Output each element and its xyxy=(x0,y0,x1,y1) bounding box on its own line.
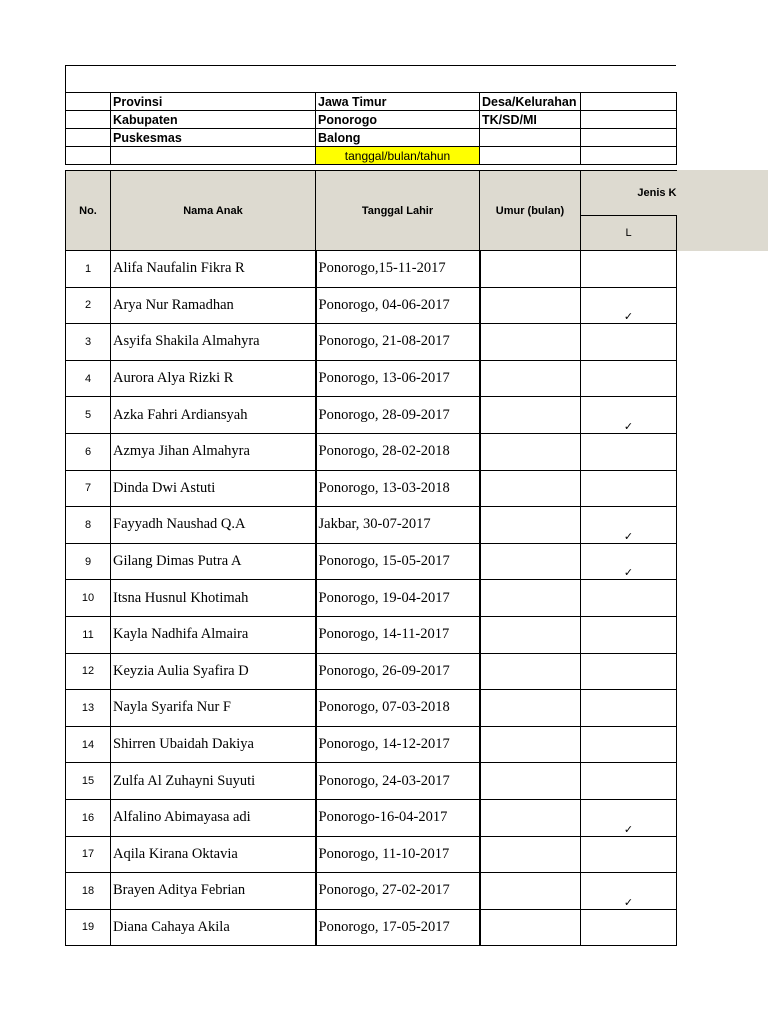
row-number: 7 xyxy=(66,470,111,507)
table-row xyxy=(66,543,768,580)
row-spill xyxy=(677,690,768,727)
child-name: Keyzia Aulia Syafira D xyxy=(111,653,316,690)
birth-place-date: Ponorogo, 28-09-2017 xyxy=(316,397,480,434)
birth-place-date: Ponorogo, 04-06-2017 xyxy=(316,287,480,324)
child-name: Azmya Jihan Almahyra xyxy=(111,433,316,470)
table-row xyxy=(66,324,768,361)
birth-place-date: Ponorogo, 07-03-2018 xyxy=(316,690,480,727)
gender-l-check xyxy=(581,616,677,653)
age-months xyxy=(480,616,581,653)
row-number: 2 xyxy=(66,287,111,324)
child-name: Itsna Husnul Khotimah xyxy=(111,580,316,617)
row-number: 12 xyxy=(66,653,111,690)
row-spill xyxy=(677,763,768,800)
child-name: Alfalino Abimayasa adi xyxy=(111,799,316,836)
child-name: Fayyadh Naushad Q.A xyxy=(111,507,316,544)
birth-place-date: Ponorogo, 19-04-2017 xyxy=(316,580,480,617)
gender-l-check: ✓ xyxy=(581,873,677,910)
row-number: 3 xyxy=(66,324,111,361)
table-row xyxy=(66,909,768,946)
row-spill xyxy=(677,909,768,946)
birth-place-date: Ponorogo, 13-06-2017 xyxy=(316,360,480,397)
birth-place-date: Ponorogo, 24-03-2017 xyxy=(316,763,480,800)
child-name: Zulfa Al Zuhayni Suyuti xyxy=(111,763,316,800)
row-number: 8 xyxy=(66,507,111,544)
row-number: 4 xyxy=(66,360,111,397)
desa-value xyxy=(581,93,677,111)
gender-l-check xyxy=(581,580,677,617)
table-row xyxy=(66,397,768,434)
row-number: 14 xyxy=(66,726,111,763)
age-months xyxy=(480,543,581,580)
age-months xyxy=(480,873,581,910)
children-table xyxy=(65,170,768,946)
info-blank-cell xyxy=(581,147,677,165)
child-name: Gilang Dimas Putra A xyxy=(111,543,316,580)
age-months xyxy=(480,360,581,397)
info-blank-cell xyxy=(480,129,581,147)
col-header-no: No. xyxy=(66,171,111,251)
row-spill xyxy=(677,507,768,544)
col-header-l: L xyxy=(581,216,677,251)
kabupaten-value: Ponorogo xyxy=(316,111,480,129)
age-months xyxy=(480,763,581,800)
birth-place-date: Ponorogo,15-11-2017 xyxy=(316,251,480,288)
table-row xyxy=(66,690,768,727)
row-number: 16 xyxy=(66,799,111,836)
age-months xyxy=(480,507,581,544)
gender-l-check xyxy=(581,653,677,690)
col-header-jenis-text: Jenis K xyxy=(637,187,677,199)
birth-place-date: Ponorogo, 14-12-2017 xyxy=(316,726,480,763)
age-months xyxy=(480,251,581,288)
row-number: 10 xyxy=(66,580,111,617)
gender-l-check xyxy=(581,251,677,288)
kabupaten-label: Kabupaten xyxy=(111,111,316,129)
table-row xyxy=(66,251,768,288)
puskesmas-value: Balong xyxy=(316,129,480,147)
birth-place-date: Ponorogo, 26-09-2017 xyxy=(316,653,480,690)
birth-place-date: Ponorogo, 28-02-2018 xyxy=(316,433,480,470)
child-name: Diana Cahaya Akila xyxy=(111,909,316,946)
row-number: 6 xyxy=(66,433,111,470)
child-name: Shirren Ubaidah Dakiya xyxy=(111,726,316,763)
row-number: 18 xyxy=(66,873,111,910)
table-row xyxy=(66,653,768,690)
row-spill xyxy=(677,324,768,361)
date-format-hint: tanggal/bulan/tahun xyxy=(316,147,480,165)
child-name: Aurora Alya Rizki R xyxy=(111,360,316,397)
child-name: Asyifa Shakila Almahyra xyxy=(111,324,316,361)
gender-l-check: ✓ xyxy=(581,507,677,544)
age-months xyxy=(480,799,581,836)
col-header-jenis xyxy=(581,171,677,216)
info-blank-cell xyxy=(480,147,581,165)
age-months xyxy=(480,324,581,361)
row-spill xyxy=(677,287,768,324)
age-months xyxy=(480,470,581,507)
row-number: 11 xyxy=(66,616,111,653)
row-spill xyxy=(677,433,768,470)
child-name: Azka Fahri Ardiansyah xyxy=(111,397,316,434)
table-row xyxy=(66,287,768,324)
sheet-title-row xyxy=(65,65,676,92)
row-number: 19 xyxy=(66,909,111,946)
birth-place-date: Ponorogo, 15-05-2017 xyxy=(316,543,480,580)
birth-place-date: Ponorogo-16-04-2017 xyxy=(316,799,480,836)
age-months xyxy=(480,836,581,873)
table-row xyxy=(66,470,768,507)
gender-l-check: ✓ xyxy=(581,287,677,324)
age-months xyxy=(480,726,581,763)
table-row xyxy=(66,507,768,544)
info-blank-cell xyxy=(66,111,111,129)
row-spill xyxy=(677,251,768,288)
tk-label: TK/SD/MI xyxy=(480,111,581,129)
table-row xyxy=(66,580,768,617)
row-spill xyxy=(677,836,768,873)
info-blank-cell xyxy=(66,93,111,111)
row-spill xyxy=(677,580,768,617)
age-months xyxy=(480,690,581,727)
age-months xyxy=(480,653,581,690)
child-name: Dinda Dwi Astuti xyxy=(111,470,316,507)
row-spill xyxy=(677,397,768,434)
table-row xyxy=(66,836,768,873)
table-row xyxy=(66,873,768,910)
child-name: Kayla Nadhifa Almaira xyxy=(111,616,316,653)
age-months xyxy=(480,433,581,470)
row-spill xyxy=(677,653,768,690)
row-spill xyxy=(677,799,768,836)
col-header-l-spill xyxy=(677,216,768,251)
tk-value xyxy=(581,111,677,129)
gender-l-check: ✓ xyxy=(581,543,677,580)
birth-place-date: Ponorogo, 21-08-2017 xyxy=(316,324,480,361)
gender-l-check: ✓ xyxy=(581,397,677,434)
age-months xyxy=(480,287,581,324)
info-table xyxy=(65,92,677,165)
table-row xyxy=(66,726,768,763)
provinsi-label: Provinsi xyxy=(111,93,316,111)
row-number: 1 xyxy=(66,251,111,288)
table-row xyxy=(66,799,768,836)
gender-l-check xyxy=(581,470,677,507)
row-number: 17 xyxy=(66,836,111,873)
row-spill xyxy=(677,360,768,397)
gender-l-check xyxy=(581,836,677,873)
age-months xyxy=(480,909,581,946)
age-months xyxy=(480,397,581,434)
col-header-nama: Nama Anak xyxy=(111,171,316,251)
table-row xyxy=(66,433,768,470)
row-number: 15 xyxy=(66,763,111,800)
desa-label: Desa/Kelurahan xyxy=(480,93,581,111)
child-name: Alifa Naufalin Fikra R xyxy=(111,251,316,288)
row-number: 5 xyxy=(66,397,111,434)
col-header-jenis-spill xyxy=(677,171,768,216)
row-number: 13 xyxy=(66,690,111,727)
gender-l-check xyxy=(581,763,677,800)
gender-l-check xyxy=(581,690,677,727)
row-spill xyxy=(677,726,768,763)
gender-l-check xyxy=(581,909,677,946)
child-name: Brayen Aditya Febrian xyxy=(111,873,316,910)
table-row xyxy=(66,763,768,800)
info-blank-cell xyxy=(66,147,111,165)
row-spill xyxy=(677,616,768,653)
gender-l-check xyxy=(581,360,677,397)
row-spill xyxy=(677,873,768,910)
table-row xyxy=(66,616,768,653)
gender-l-check xyxy=(581,324,677,361)
col-header-umur: Umur (bulan) xyxy=(480,171,581,251)
row-number: 9 xyxy=(66,543,111,580)
birth-place-date: Ponorogo, 11-10-2017 xyxy=(316,836,480,873)
gender-l-check: ✓ xyxy=(581,799,677,836)
provinsi-value: Jawa Timur xyxy=(316,93,480,111)
row-spill xyxy=(677,543,768,580)
info-blank-cell xyxy=(581,129,677,147)
row-spill xyxy=(677,470,768,507)
birth-place-date: Jakbar, 30-07-2017 xyxy=(316,507,480,544)
info-blank-cell xyxy=(111,147,316,165)
col-header-tanggal: Tanggal Lahir xyxy=(316,171,480,251)
child-name: Nayla Syarifa Nur F xyxy=(111,690,316,727)
birth-place-date: Ponorogo, 14-11-2017 xyxy=(316,616,480,653)
child-name: Aqila Kirana Oktavia xyxy=(111,836,316,873)
gender-l-check xyxy=(581,433,677,470)
age-months xyxy=(480,580,581,617)
child-name: Arya Nur Ramadhan xyxy=(111,287,316,324)
birth-place-date: Ponorogo, 17-05-2017 xyxy=(316,909,480,946)
puskesmas-label: Puskesmas xyxy=(111,129,316,147)
birth-place-date: Ponorogo, 27-02-2017 xyxy=(316,873,480,910)
table-row xyxy=(66,360,768,397)
info-blank-cell xyxy=(66,129,111,147)
birth-place-date: Ponorogo, 13-03-2018 xyxy=(316,470,480,507)
gender-l-check xyxy=(581,726,677,763)
